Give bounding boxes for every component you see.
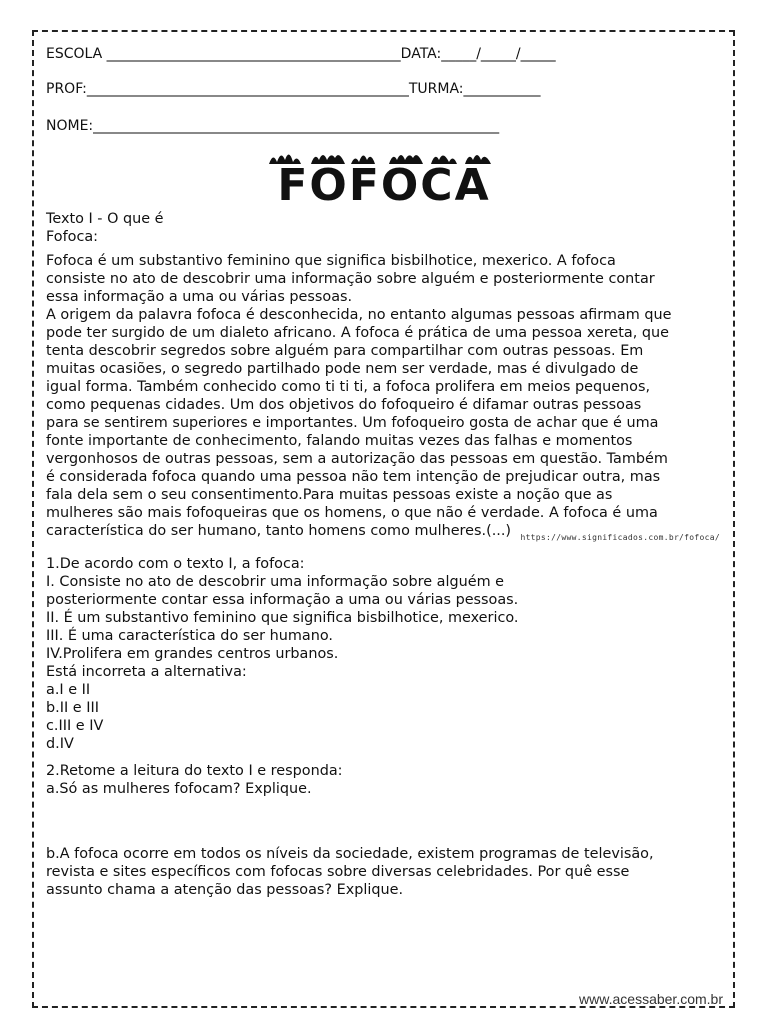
q1-line: a.I e II — [46, 682, 91, 698]
question-2b — [46, 845, 736, 899]
text-line: consiste no ato de descobrir uma informação sobre alguém e posteriormente contar — [46, 271, 655, 287]
text-line: tenta descobrir segredos sobre alguém para compartilhar com outras pessoas. Em — [46, 343, 644, 359]
q1-line: posteriormente contar essa informação a uma ou várias pessoas. — [46, 592, 519, 608]
q1-line: I. Consiste no ato de descobrir uma informação sobre alguém e — [46, 574, 505, 590]
q1-line: c.III e IV — [46, 718, 104, 734]
text-line: muitas ocasiões, o segredo partilhado pode nem ser verdade, mas é divulgado de — [46, 361, 639, 377]
q2b-line: revista e sites específicos com fofocas sobre diversas celebridades. Por quê esse — [46, 864, 630, 880]
question-2 — [46, 762, 736, 798]
text-line: essa informação a uma ou várias pessoas. — [46, 289, 353, 305]
text-line: fala dela sem o seu consentimento.Para muitas pessoas existe a noção que as — [46, 487, 613, 503]
source-url: https://www.significados.com.br/fofoca/ — [520, 533, 720, 542]
footer-site: www.acessaber.com.br — [579, 991, 723, 1007]
text-line: característica do ser humano, tanto homens como mulheres.(...) — [46, 523, 512, 539]
text-line: é considerada fofoca quando uma pessoa não tem intenção de prejudicar outra, mas — [46, 469, 661, 485]
text-line: como pequenas cidades. Um dos objetivos do fofoqueiro é difamar outras pessoas — [46, 397, 642, 413]
q1-line: b.II e III — [46, 700, 99, 716]
text-line: pode ter surgido de um dialeto africano. A fofoca é prática de uma pessoa xereta, que — [46, 325, 669, 341]
nome-line: NOME:__________________________________________________________ — [46, 118, 500, 134]
page-title — [0, 150, 768, 206]
q1-line: 1.De acordo com o texto I, a fofoca: — [46, 556, 305, 572]
text-heading: Texto I - O que é Fofoca: — [46, 211, 164, 245]
q1-line: Está incorreta a alternativa: — [46, 664, 247, 680]
text-line: fonte importante de conhecimento, falando muitas vezes das falhas e momentos — [46, 433, 633, 449]
text-line: igual forma. Também conhecido como ti ti ti, a fofoca prolifera em meios pequenos, — [46, 379, 651, 395]
text-line: Fofoca é um substantivo feminino que significa bisbilhotice, mexerico. A fofoca — [46, 253, 616, 269]
text-line: A origem da palavra fofoca é desconhecida, no entanto algumas pessoas afirmam que — [46, 307, 672, 323]
q2b-line: b.A fofoca ocorre em todos os níveis da sociedade, existem programas de televisão, — [46, 846, 654, 862]
escola-data-line: ESCOLA __________________________________________DATA:_____/_____/_____ — [46, 46, 556, 62]
q2-line: 2.Retome a leitura do texto I e responda: — [46, 763, 343, 779]
q1-line: d.IV — [46, 736, 74, 752]
text-line: vergonhosos de outras pessoas, sem a autorização das pessoas em questão. Também — [46, 451, 668, 467]
text-line: para se sentirem superiores e importantes. Um fofoqueiro gosta de achar que é uma — [46, 415, 659, 431]
prof-turma-line: PROF:______________________________________________TURMA:___________ — [46, 81, 541, 97]
fofoca-flame-title — [259, 150, 509, 206]
question-1 — [46, 555, 736, 753]
q2-line: a.Só as mulheres fofocam? Explique. — [46, 781, 312, 797]
text-line: mulheres são mais fofoqueiras que os homens, o que não é verdade. A fofoca é uma — [46, 505, 658, 521]
text-body — [46, 252, 736, 540]
q1-line: II. É um substantivo feminino que significa bisbilhotice, mexerico. — [46, 610, 519, 626]
q1-line: III. É uma característica do ser humano. — [46, 628, 333, 644]
title-text: FOFOCA — [277, 160, 491, 206]
q1-line: IV.Prolifera em grandes centros urbanos. — [46, 646, 339, 662]
q2b-line: assunto chama a atenção das pessoas? Explique. — [46, 882, 404, 898]
